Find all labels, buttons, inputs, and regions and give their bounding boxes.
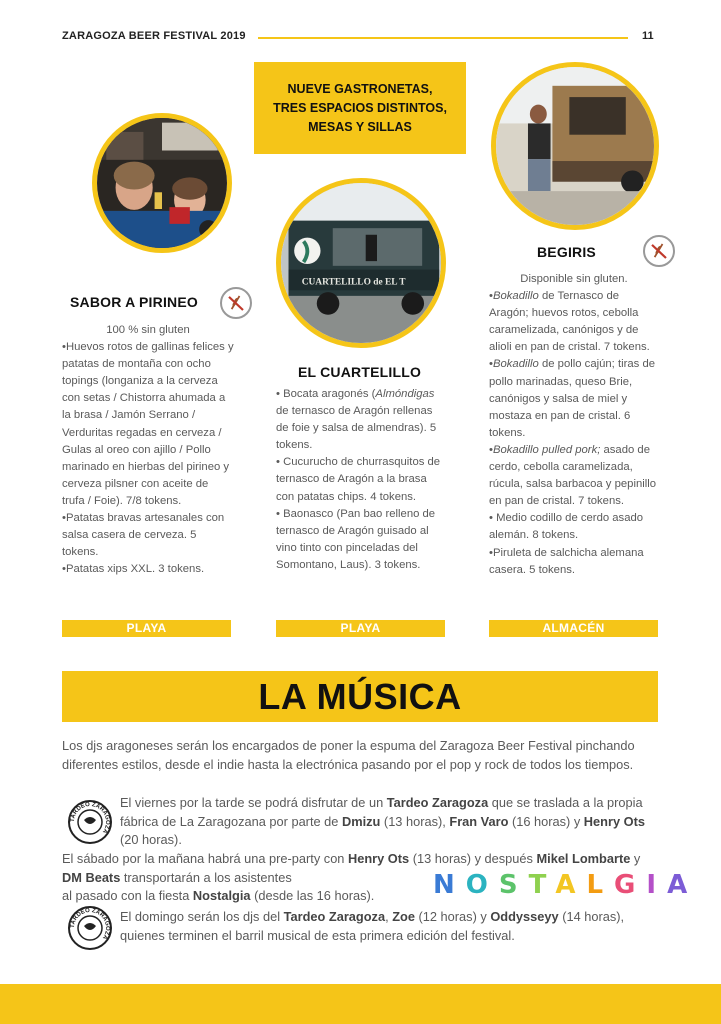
menu-item: • Baonasco (Pan bao relleno de ternasco de Aragón guisado al vino tinto con pinceladas del Somontano, Laus). 3 tokens.	[276, 507, 436, 571]
stand-name-begiris: BEGIRIS	[537, 244, 596, 260]
text-run: El domingo serán los djs del	[120, 909, 284, 924]
sabor-a-pirineo-photo	[92, 113, 232, 253]
nostalgia-logo	[433, 870, 698, 900]
text-run: El sábado por la mañana habrá una pre-party con	[62, 851, 348, 866]
stand-name-el-cuartelillo: EL CUARTELILLO	[298, 364, 422, 380]
gluten-free-icon	[220, 287, 252, 319]
nostalgia-letter: N	[433, 870, 466, 900]
svg-text:TARDEO ZARAGOZA: TARDEO ZARAGOZA	[69, 801, 111, 835]
gluten-free-icon	[643, 235, 675, 267]
location-label: PLAYA	[62, 620, 231, 637]
highlighted-name: Mikel Lombarte	[536, 851, 631, 866]
highlighted-name: Tardeo Zaragoza	[386, 795, 489, 810]
tardeo-zaragoza-stamp	[67, 799, 113, 845]
text-run: transportarán a los asistentes	[120, 869, 292, 885]
highlighted-name: Henry Ots	[347, 851, 410, 866]
nostalgia-letter: T	[528, 870, 556, 900]
nostalgia-letter: A	[555, 870, 587, 900]
text-run: (desde las 16 horas).	[250, 888, 375, 903]
nostalgia-letter: A	[667, 870, 699, 900]
el-cuartelillo-menu	[276, 386, 448, 574]
highlighted-name: Tardeo Zaragoza	[283, 909, 386, 924]
text-run: El viernes por la tarde se podrá disfrutar de un	[120, 795, 387, 810]
highlight-callout	[254, 62, 466, 154]
begiris-menu	[489, 271, 659, 579]
callout-line: TRES ESPACIOS DISTINTOS,	[273, 100, 447, 115]
text-run: (12 horas) y	[414, 909, 491, 924]
music-section-title: LA MÚSICA	[258, 675, 462, 717]
text-run: (13 horas) y después	[409, 851, 537, 866]
nostalgia-letter: L	[586, 870, 615, 900]
menu-item: •Patatas bravas artesanales con salsa casera de cerveza. 5 tokens.	[62, 512, 225, 559]
highlighted-name: Fran Varo	[449, 813, 509, 829]
menu-item: • Bocata aragonés (Almóndigas de ternasco de Aragón rellenas de foie y salsa de almendras). 5 tokens.	[276, 388, 437, 452]
menu-item: • Medio codillo de cerdo asado alemán. 8 tokens.	[489, 512, 644, 542]
callout-line: MESAS Y SILLAS	[308, 119, 412, 134]
menu-item: •Bokadillo pulled pork; asado de cerdo, cebolla caramelizada, rúcula, salsa barbacoa y pepinillo en pan de cristal. 7 tokens.	[489, 443, 657, 508]
truck-sign-text: CUARTELILLO de EL T	[301, 277, 406, 288]
page-number: 11	[642, 30, 654, 42]
highlighted-name: Dmizu	[341, 813, 381, 829]
text-run: ,	[385, 909, 393, 924]
callout-line: NUEVE GASTRONETAS,	[287, 81, 433, 96]
friday-paragraph	[120, 794, 665, 850]
menu-intro: 100 % sin gluten	[106, 324, 190, 336]
footer-bar	[0, 984, 721, 1024]
header-rule	[258, 37, 628, 39]
menu-item: •Patatas xips XXL. 3 tokens.	[62, 563, 205, 576]
text-run: al pasado con la fiesta	[62, 888, 193, 903]
music-section-banner	[62, 671, 658, 722]
text-run: (13 horas),	[380, 813, 450, 829]
begiris-photo	[491, 62, 659, 230]
stand-name-sabor-a-pirineo: SABOR A PIRINEO	[70, 294, 198, 310]
svg-text:TARDEO ZARAGOZA: TARDEO ZARAGOZA	[69, 907, 111, 941]
nostalgia-letter: I	[646, 870, 668, 900]
text-run: (20 horas).	[120, 832, 182, 847]
highlighted-name: DM Beats	[62, 869, 121, 885]
menu-item: •Huevos rotos de gallinas felices y patatas de montaña con ocho topings (longaniza a la cerveza con setas / Chistorra ahumada a la brasa / Jamón Serrano / Verduritas regadas en cerveza / Gulas al oreo con ajillo / Pollo marinado en hierbas del pirineo y cerveza pilsner con aceite de trufa / Foie). 7/8 tokens.	[62, 341, 234, 507]
menu-item: •Piruleta de salchicha alemana casera. 5 tokens.	[489, 546, 644, 576]
sabor-a-pirineo-menu	[62, 322, 234, 578]
nostalgia-letter: G	[614, 870, 647, 900]
text-run: (16 horas) y	[508, 813, 584, 829]
text-run: (14 horas), quienes terminen el barril musical de esta primera edición del festival.	[120, 909, 625, 943]
text-run: que se traslada a la propia fábrica de La Zaragozana por parte de	[120, 795, 643, 829]
nostalgia-letter: O	[465, 870, 499, 900]
location-label: ALMACÉN	[489, 620, 658, 637]
menu-intro: Disponible sin gluten.	[520, 273, 628, 285]
sunday-paragraph	[120, 908, 665, 945]
el-cuartelillo-photo	[276, 178, 446, 348]
running-header-title: ZARAGOZA BEER FESTIVAL 2019	[62, 30, 246, 42]
menu-item: • Cucurucho de churrasquitos de ternasco de Aragón a la brasa con patatas chips. 4 tokens.	[276, 456, 441, 503]
menu-item: •Bokadillo de Ternasco de Aragón; huevos rotos, cebolla caramelizada, canónigos y de alioli en pan de cristal. 7 tokens.	[489, 290, 650, 354]
nostalgia-letter: S	[498, 870, 529, 900]
music-intro-paragraph: Los djs aragoneses serán los encargados de poner la espuma del Zaragoza Beer Festival pinchando diferentes estilos, desde el indie hasta la electrónica pasando por el pop y rock de todos los tiempos.	[62, 738, 635, 772]
highlighted-name: Oddysseyy	[490, 909, 559, 924]
text-run: y	[630, 851, 641, 866]
location-label: PLAYA	[276, 620, 445, 637]
tardeo-zaragoza-stamp	[67, 905, 113, 951]
highlighted-name: Nostalgia	[192, 888, 251, 903]
highlighted-name: Zoe	[392, 909, 415, 924]
highlighted-name: Henry Ots	[583, 813, 645, 829]
menu-item: •Bokadillo de pollo cajún; tiras de pollo marinadas, queso Brie, canónigos y salsa de miel y mostaza en pan de cristal. 6 tokens.	[489, 358, 656, 439]
